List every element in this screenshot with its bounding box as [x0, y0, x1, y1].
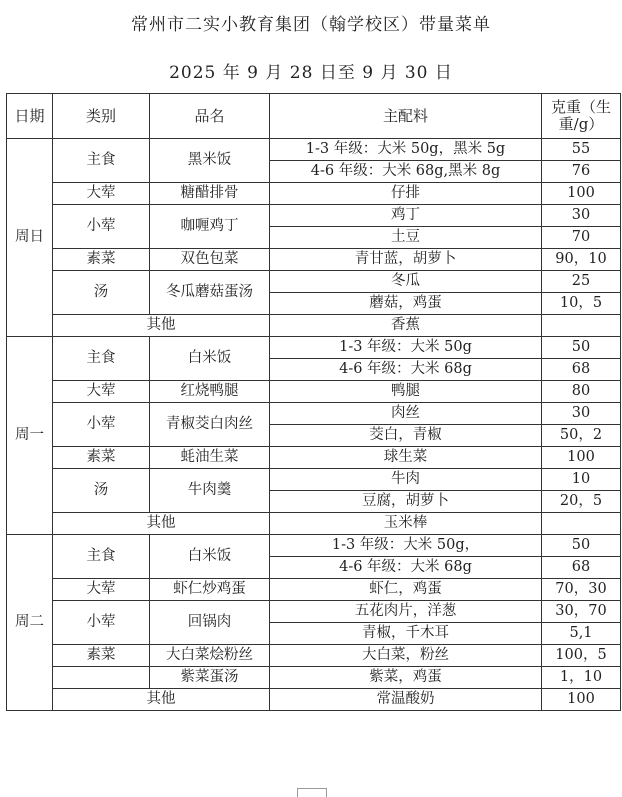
ingredients-cell: 茭白，青椒: [270, 425, 542, 447]
category-cell: 素菜: [53, 645, 150, 667]
menu-row: [7, 579, 621, 601]
page-title: 常州市二实小教育集团（翰学校区）带量菜单: [131, 15, 491, 35]
menu-row: [7, 645, 621, 667]
ingredients-cell: 4-6 年级：大米 68g: [270, 359, 542, 381]
dish-cell: 白米饭: [150, 337, 270, 381]
category-cell: 大荤: [53, 381, 150, 403]
dish-cell: 黑米饭: [150, 139, 270, 183]
weight-cell: 50: [542, 337, 621, 359]
ingredients-cell: 冬瓜: [270, 271, 542, 293]
category-cell: 小荤: [53, 403, 150, 447]
dish-cell: 冬瓜蘑菇蛋汤: [150, 271, 270, 315]
ingredients-cell: 球生菜: [270, 447, 542, 469]
weight-cell: 10: [542, 469, 621, 491]
header-day: 日期: [7, 94, 53, 139]
weight-cell: 70: [542, 227, 621, 249]
ingredients-cell: 牛肉: [270, 469, 542, 491]
other-label: 其他: [53, 689, 270, 711]
category-cell: 小荤: [53, 205, 150, 249]
dish-cell: 红烧鸭腿: [150, 381, 270, 403]
category-cell: 大荤: [53, 579, 150, 601]
category-cell: 主食: [53, 139, 150, 183]
ingredients-cell: 大白菜，粉丝: [270, 645, 542, 667]
weight-cell: 50: [542, 535, 621, 557]
ingredients-cell: 仔排: [270, 183, 542, 205]
menu-row: [7, 447, 621, 469]
weight-cell: 100: [542, 447, 621, 469]
other-ingredients: 常温酸奶: [270, 689, 542, 711]
ingredients-cell: 蘑菇，鸡蛋: [270, 293, 542, 315]
other-weight: [542, 513, 621, 535]
menu-row: [7, 601, 621, 623]
weight-cell: 76: [542, 161, 621, 183]
weight-cell: 30: [542, 205, 621, 227]
ingredients-cell: 青椒，千木耳: [270, 623, 542, 645]
dish-cell: 双色包菜: [150, 249, 270, 271]
header-weight: 克重（生重/g）: [542, 94, 621, 139]
weight-cell: 25: [542, 271, 621, 293]
weight-cell: 10，5: [542, 293, 621, 315]
category-cell: 素菜: [53, 249, 150, 271]
dish-cell: 糖醋排骨: [150, 183, 270, 205]
menu-row: [7, 381, 621, 403]
menu-row: [7, 469, 621, 491]
other-ingredients: 玉米棒: [270, 513, 542, 535]
ingredients-cell: 1-3 年级：大米 50g，: [270, 535, 542, 557]
weight-cell: 70，30: [542, 579, 621, 601]
menu-row: [7, 205, 621, 227]
menu-row: [7, 403, 621, 425]
dish-cell: 大白菜烩粉丝: [150, 645, 270, 667]
dish-cell: 咖喱鸡丁: [150, 205, 270, 249]
dish-cell: 紫菜蛋汤: [150, 667, 270, 689]
day-label: 周日: [7, 139, 53, 337]
ingredients-cell: 肉丝: [270, 403, 542, 425]
header-category: 类别: [53, 94, 150, 139]
weight-cell: 68: [542, 359, 621, 381]
weight-cell: 80: [542, 381, 621, 403]
weight-cell: 30，70: [542, 601, 621, 623]
ingredients-cell: 紫菜，鸡蛋: [270, 667, 542, 689]
day-label: 周二: [7, 535, 53, 711]
category-cell: 小荤: [53, 601, 150, 645]
weight-cell: 100: [542, 183, 621, 205]
dish-cell: 蚝油生菜: [150, 447, 270, 469]
category-cell: 汤: [53, 469, 150, 513]
menu-row: [7, 183, 621, 205]
ingredients-cell: 4-6 年级：大米 68g: [270, 557, 542, 579]
category-cell: 素菜: [53, 447, 150, 469]
weight-cell: 55: [542, 139, 621, 161]
menu-row: [7, 667, 621, 689]
ingredients-cell: 4-6 年级：大米 68g,黑米 8g: [270, 161, 542, 183]
ingredients-cell: 虾仁，鸡蛋: [270, 579, 542, 601]
menu-row: [7, 249, 621, 271]
ingredients-cell: 1-3 年级：大米 50g，黑米 5g: [270, 139, 542, 161]
category-cell: 主食: [53, 535, 150, 579]
ingredients-cell: 五花肉片，洋葱: [270, 601, 542, 623]
header-ingredients: 主配料: [270, 94, 542, 139]
menu-row: [7, 337, 621, 359]
header-row: [7, 94, 621, 139]
ingredients-cell: 土豆: [270, 227, 542, 249]
other-weight: [542, 315, 621, 337]
weight-cell: 50，2: [542, 425, 621, 447]
category-cell: 汤: [53, 271, 150, 315]
ingredients-cell: 鸭腿: [270, 381, 542, 403]
menu-row: [7, 139, 621, 161]
ingredients-cell: 豆腐，胡萝卜: [270, 491, 542, 513]
other-ingredients: 香蕉: [270, 315, 542, 337]
menu-row: [7, 271, 621, 293]
weight-cell: 68: [542, 557, 621, 579]
other-row: [7, 689, 621, 711]
menu-row: [7, 535, 621, 557]
date-range: 2025 年 9 月 28 日至 9 月 30 日: [169, 63, 453, 83]
other-label: 其他: [53, 513, 270, 535]
menu-table: [6, 93, 621, 711]
category-cell: 大荤: [53, 183, 150, 205]
day-label: 周一: [7, 337, 53, 535]
header-dish: 品名: [150, 94, 270, 139]
weight-cell: 100，5: [542, 645, 621, 667]
weight-cell: 90，10: [542, 249, 621, 271]
dish-cell: 回锅肉: [150, 601, 270, 645]
other-weight: 100: [542, 689, 621, 711]
dish-cell: 青椒茭白肉丝: [150, 403, 270, 447]
weight-cell: 20，5: [542, 491, 621, 513]
ingredients-cell: 青甘蓝，胡萝卜: [270, 249, 542, 271]
weight-cell: 5,1: [542, 623, 621, 645]
weight-cell: 1，10: [542, 667, 621, 689]
category-cell: [53, 667, 150, 689]
ingredients-cell: 鸡丁: [270, 205, 542, 227]
weight-cell: 30: [542, 403, 621, 425]
dish-cell: 白米饭: [150, 535, 270, 579]
dish-cell: 牛肉羹: [150, 469, 270, 513]
dish-cell: 虾仁炒鸡蛋: [150, 579, 270, 601]
category-cell: 主食: [53, 337, 150, 381]
ingredients-cell: 1-3 年级：大米 50g: [270, 337, 542, 359]
other-row: [7, 513, 621, 535]
other-row: [7, 315, 621, 337]
other-label: 其他: [53, 315, 270, 337]
